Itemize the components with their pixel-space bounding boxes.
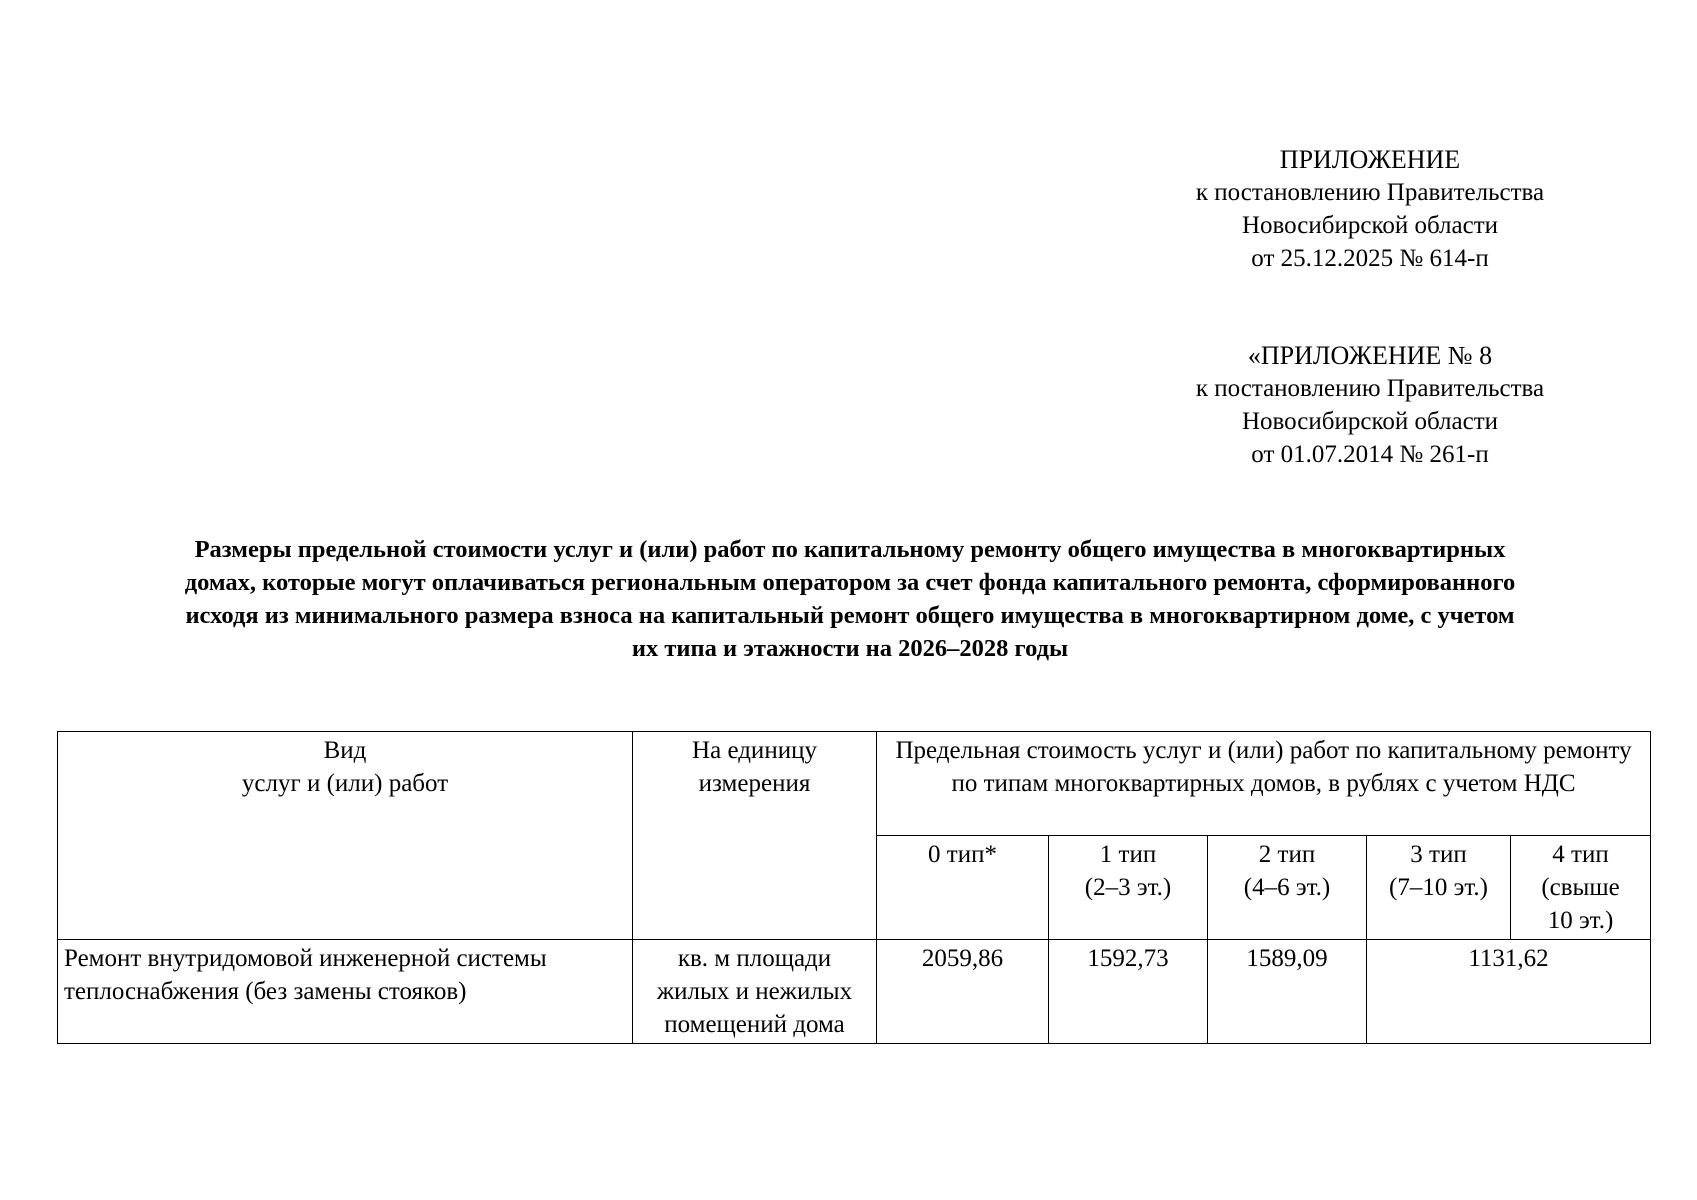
row-unit-line: жилых и нежилых bbox=[656, 978, 853, 1005]
row-value-type-3-4: 1131,62 bbox=[1367, 940, 1651, 1044]
document-title-line: домах, которые могут оплачиваться региональным оператором за счет фонда капитального ремонта, сформированного bbox=[184, 569, 1516, 596]
document-title bbox=[60, 533, 1640, 665]
row-unit-line: кв. м площади bbox=[677, 945, 832, 972]
header-type-floors: 10 эт.) bbox=[1547, 907, 1614, 934]
table-row bbox=[58, 940, 1651, 1044]
appendix-original-header bbox=[1160, 339, 1580, 471]
header-type-label: 4 тип bbox=[1552, 841, 1609, 868]
header-unit-line: На единицу bbox=[692, 737, 817, 764]
row-work-type-line: Ремонт внутридомовой инженерной системы bbox=[64, 945, 547, 972]
header-type-floors: (7–10 эт.) bbox=[1389, 874, 1488, 901]
appendix-original-date-number: от 01.07.2014 № 261-п bbox=[1251, 441, 1489, 468]
row-work-type bbox=[58, 940, 633, 1044]
appendix-current-title: ПРИЛОЖЕНИЕ bbox=[1279, 145, 1461, 174]
header-type-floors: (свыше bbox=[1541, 874, 1620, 901]
row-unit bbox=[633, 940, 877, 1044]
appendix-original-title: «ПРИЛОЖЕНИЕ № 8 bbox=[1247, 341, 1493, 370]
header-unit bbox=[633, 732, 877, 940]
appendix-current-header bbox=[1160, 143, 1580, 275]
header-type-floors: (2–3 эт.) bbox=[1084, 874, 1172, 901]
header-cost: Предельная стоимость услуг и (или) работ по капитальному ремонту по типам многоквартирных домов, в рублях с учетом НДС bbox=[877, 732, 1651, 836]
document-title-line: исходя из минимального размера взноса на капитальный ремонт общего имущества в многоквартирном доме, с учетом bbox=[185, 602, 1515, 629]
appendix-current-line: к постановлению Правительства bbox=[1195, 179, 1545, 206]
row-unit-line: помещений дома bbox=[664, 1011, 845, 1038]
header-type-4 bbox=[1511, 836, 1651, 940]
document-title-line: их типа и этажности на 2026–2028 годы bbox=[631, 635, 1069, 662]
document-title-line: Размеры предельной стоимости услуг и (или) работ по капитальному ремонту общего имущества в многоквартирных bbox=[194, 536, 1506, 563]
row-value-type-2: 1589,09 bbox=[1208, 940, 1367, 1044]
row-work-type-line: теплоснабжения (без замены стояков) bbox=[64, 978, 467, 1005]
header-work-type-line: Вид bbox=[323, 737, 367, 764]
appendix-current-date-number: от 25.12.2025 № 614-п bbox=[1251, 245, 1489, 272]
header-type-floors: (4–6 эт.) bbox=[1243, 874, 1331, 901]
row-value-type-0: 2059,86 bbox=[877, 940, 1049, 1044]
header-type-3 bbox=[1367, 836, 1511, 940]
row-value-type-1: 1592,73 bbox=[1049, 940, 1208, 1044]
cost-table bbox=[57, 731, 1651, 1044]
header-type-label: 1 тип bbox=[1099, 841, 1157, 868]
header-type-label: 0 тип* bbox=[928, 841, 997, 868]
table-header-row bbox=[58, 732, 1651, 836]
header-type-label: 3 тип bbox=[1410, 841, 1467, 868]
header-work-type-line: услуг и (или) работ bbox=[241, 770, 449, 797]
header-type-1 bbox=[1049, 836, 1208, 940]
header-unit-line: измерения bbox=[698, 770, 811, 797]
header-type-2 bbox=[1208, 836, 1367, 940]
header-type-0 bbox=[877, 836, 1049, 940]
appendix-original-line: Новосибирской области bbox=[1241, 408, 1499, 435]
appendix-current-line: Новосибирской области bbox=[1241, 212, 1499, 239]
header-type-label: 2 тип bbox=[1258, 841, 1316, 868]
appendix-original-line: к постановлению Правительства bbox=[1195, 375, 1545, 402]
header-work-type bbox=[58, 732, 633, 940]
